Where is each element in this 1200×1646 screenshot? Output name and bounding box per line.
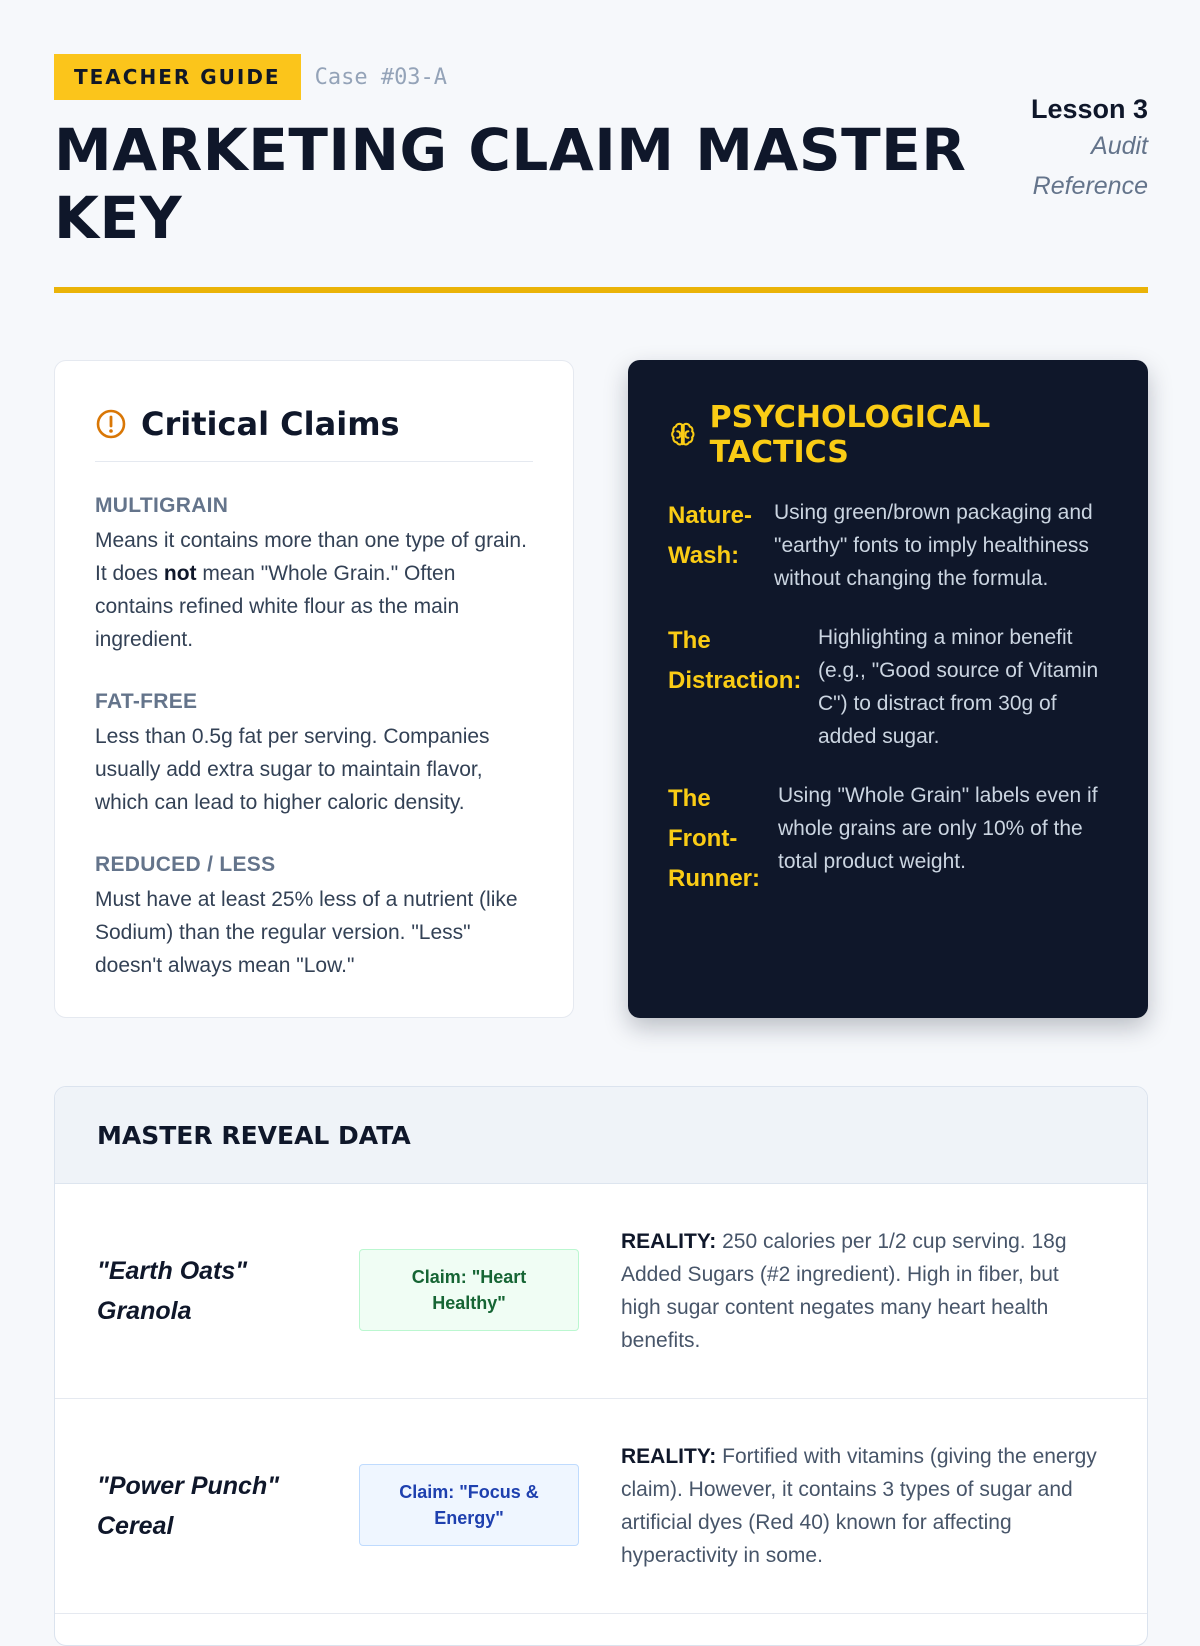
critical-claims-header [95,405,533,462]
header-divider [54,287,1148,293]
teacher-guide-badge: TEACHER GUIDE [54,54,301,100]
tactic-term: The Distraction: [668,627,802,694]
psychological-tactics-header [668,400,1108,470]
tactic-term: Nature-Wash: [668,502,753,569]
claim-definition-text: mean "Whole Grain." Often contains refined white flour as the main ingredient. [95,562,460,651]
claim-term: REDUCED / LESS [95,853,276,876]
claim-term: FAT-FREE [95,690,198,713]
reveal-row [55,1399,1147,1614]
claim-definition: Must have at least 25% less of a nutrient (like Sodium) than the regular version. "Less" doesn't always mean "Low." [95,888,518,977]
alert-circle-icon [95,408,127,440]
reality-label: REALITY: [621,1445,717,1468]
lesson-meta [1028,92,1148,206]
tactic-description: Using green/brown packaging and "earthy" fonts to imply healthiness without changing the formula. [774,501,1093,590]
reality-description: 250 calories per 1/2 cup serving. 18g Added Sugars (#2 ingredient). High in fiber, but high sugar content negates many heart health benefits. [621,1230,1067,1352]
reality-description: Fortified with vitamins (giving the energy claim). However, it contains 3 types of sugar and artificial dyes (Red 40) known for affecting hyperactivity in some. [621,1445,1097,1567]
claim-term: MULTIGRAIN [95,494,229,517]
tactic-description: Highlighting a minor benefit (e.g., "Good source of Vitamin C") to distract from 30g of added sugar. [818,626,1099,748]
reality-label: REALITY: [621,1230,717,1253]
page-title: MARKETING CLAIM MASTER KEY [54,116,967,252]
critical-claims-title: Critical Claims [141,405,400,443]
tactic-term: The Front-Runner: [668,785,760,892]
product-name: "Power Punch" Cereal [97,1472,280,1540]
badge-row [54,54,447,100]
tactic-item-front-runner [668,779,1108,899]
claim-item-multigrain [95,492,533,656]
claim-definition-emphasis: not [163,562,197,585]
claim-definition-text: Means it contains more than one type of grain. It does [95,529,527,585]
claim-tag: Claim: "Focus & Energy" [359,1464,579,1546]
claim-definition: Less than 0.5g fat per serving. Companies usually add extra sugar to maintain flavor, which can lead to higher caloric density. [95,725,490,814]
lesson-label: Lesson 3 [1030,94,1148,124]
master-reveal-section [54,1086,1148,1646]
brain-icon [668,419,698,451]
reveal-row [55,1184,1147,1399]
claim-definition [95,524,533,656]
psychological-tactics-title: PSYCHOLOGICAL TACTICS [709,400,991,470]
tactic-item-nature-wash [668,496,1108,595]
audit-reference-label: Audit Reference [1032,132,1148,200]
reality-text [621,1225,1099,1357]
tactic-description: Using "Whole Grain" labels even if whole grains are only 10% of the total product weight. [778,784,1098,873]
reality-text [621,1440,1099,1572]
critical-claims-card [54,360,574,1018]
page-header [54,54,1148,294]
claim-tag: Claim: "Heart Healthy" [359,1249,579,1331]
product-name: "Earth Oats" Granola [97,1257,248,1325]
master-reveal-title: MASTER REVEAL DATA [55,1087,1147,1184]
claim-item-reduced-less [95,851,533,982]
claim-item-fat-free [95,688,533,819]
case-id: Case #03-A [314,64,448,90]
tactic-item-distraction [668,621,1108,753]
psychological-tactics-card [628,360,1148,1018]
